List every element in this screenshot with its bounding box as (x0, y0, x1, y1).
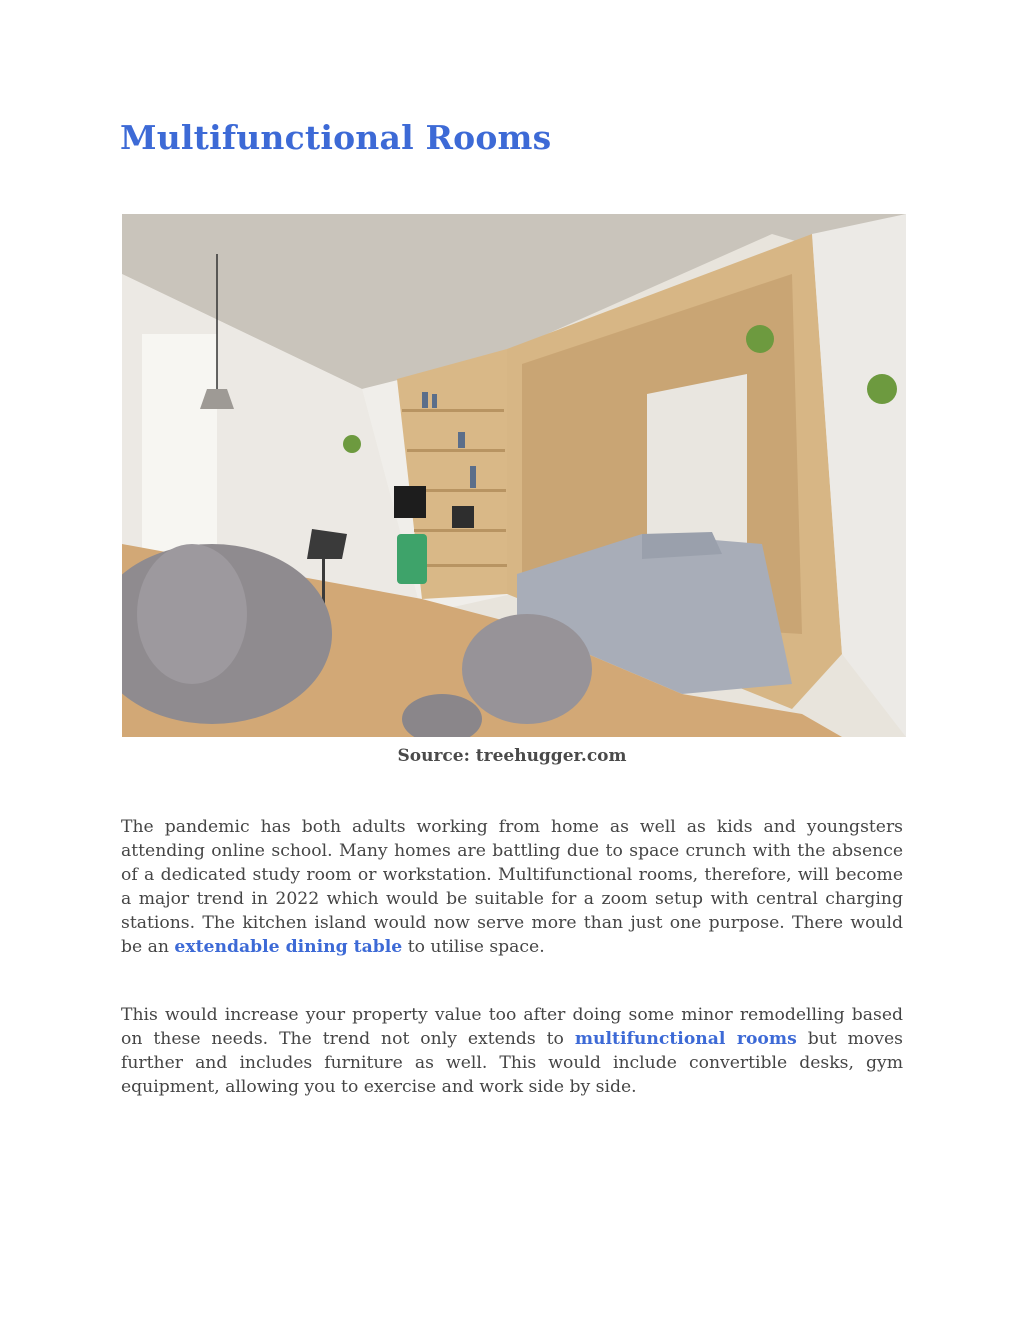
multifunctional-rooms-link[interactable]: multifunctional rooms (574, 1029, 797, 1049)
paragraph-text: This would increase your property value too after doing some minor remodelling based on these needs. The trend not only extends to (121, 1005, 903, 1049)
paragraph-text: The pandemic has both adults working from home as well as kids and youngsters attending online school. Many homes are battling due to space crunch with the absence of a dedicated study room or workstation. Multifunctional rooms, therefore, will become a major trend in 2022 which would be suitable for a zoom setup with central charging stations. The kitchen island would now serve more than just one purpose. There would be an (121, 817, 903, 957)
image-caption: Source: treehugger.com (397, 746, 627, 766)
paragraph-text: but moves further and includes furniture as well. This would include convertible desks, gym equipment, allowing you to exercise and work side by side. (121, 1029, 903, 1097)
paragraph-property-value (121, 1003, 903, 1099)
paragraph-text: to utilise space. (402, 937, 545, 957)
room-illustration (122, 214, 906, 737)
paragraph-pandemic (121, 815, 903, 959)
room-photo (122, 214, 906, 737)
extendable-dining-table-link[interactable]: extendable dining table (174, 937, 403, 957)
page-title: Multifunctional Rooms (120, 118, 552, 157)
